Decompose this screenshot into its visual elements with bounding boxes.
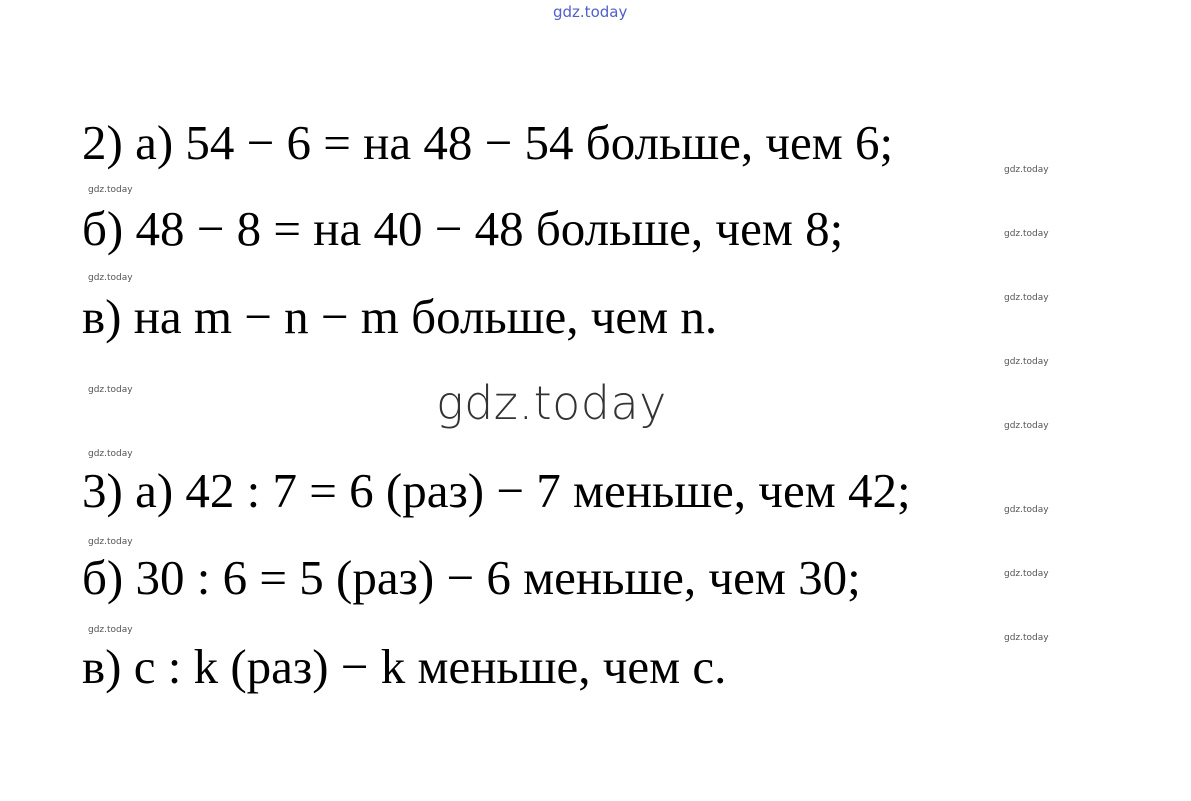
watermark-small: gdz.today	[88, 273, 133, 283]
watermark-small: gdz.today	[88, 385, 133, 395]
watermark-small: gdz.today	[88, 449, 133, 459]
watermark-center: gdz.today	[436, 376, 667, 430]
watermark-small: gdz.today	[1004, 229, 1049, 239]
line-2a: 2) а) 54 − 6 = на 48 − 54 больше, чем 6;	[82, 115, 894, 170]
watermark-small: gdz.today	[1004, 633, 1049, 643]
watermark-small: gdz.today	[1004, 165, 1049, 175]
line-2v: в) на m − n − m больше, чем n.	[82, 289, 718, 344]
watermark-small: gdz.today	[1004, 357, 1049, 367]
watermark-top: gdz.today	[553, 3, 628, 21]
watermark-small: gdz.today	[1004, 421, 1049, 431]
watermark-small: gdz.today	[88, 625, 133, 635]
watermark-small: gdz.today	[1004, 505, 1049, 515]
watermark-small: gdz.today	[1004, 569, 1049, 579]
line-3a: 3) а) 42 : 7 = 6 (раз) − 7 меньше, чем 42;	[82, 463, 911, 518]
line-3v: в) c : k (раз) − k меньше, чем c.	[82, 639, 727, 694]
watermark-small: gdz.today	[88, 185, 133, 195]
line-3b: б) 30 : 6 = 5 (раз) − 6 меньше, чем 30;	[82, 550, 861, 605]
watermark-small: gdz.today	[88, 537, 133, 547]
line-2b: б) 48 − 8 = на 40 − 48 больше, чем 8;	[82, 201, 844, 256]
watermark-small: gdz.today	[1004, 293, 1049, 303]
